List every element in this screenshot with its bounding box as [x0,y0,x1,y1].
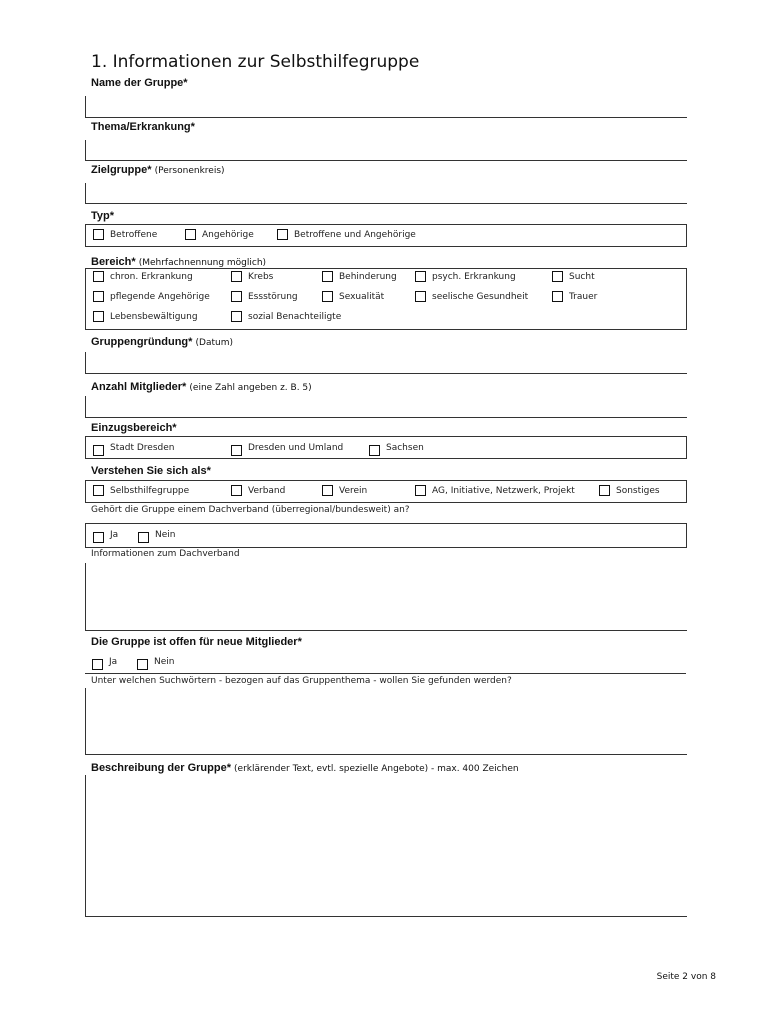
catchment-label: Einzugsbereich* [91,422,177,434]
target-group-label-text: Zielgruppe* [91,164,152,176]
umbrella-option-nein[interactable]: Nein [138,527,175,543]
target-group-label [91,164,225,176]
target-group-hint: (Personenkreis) [154,166,225,176]
self-understanding-option[interactable]: Verein [322,485,367,496]
type-option-both[interactable]: Betroffene und Angehörige [277,229,416,240]
area-hint: (Mehrfachnennung möglich) [138,258,267,268]
checkbox[interactable] [93,229,104,240]
area-option[interactable]: Essstörung [231,291,298,302]
umbrella-question: Gehört die Gruppe einem Dachverband (überregional/bundesweit) an? [91,505,410,515]
checkbox[interactable] [369,445,380,456]
self-understanding-option[interactable]: Verband [231,485,285,496]
group-name-label: Name der Gruppe* [91,77,188,89]
checkbox[interactable] [93,271,104,282]
type-option-betroffene[interactable]: Betroffene [93,229,157,240]
area-option[interactable]: Trauer [552,291,597,302]
umbrella-info-textarea[interactable] [85,563,687,631]
checkbox[interactable] [92,659,103,670]
checkbox[interactable] [185,229,196,240]
members-hint: (eine Zahl angeben z. B. 5) [189,383,312,393]
area-option[interactable]: Sucht [552,271,595,282]
description-hint: (erklärender Text, evtl. spezielle Angebote) - max. 400 Zeichen [234,764,519,774]
area-option[interactable]: Krebs [231,271,273,282]
members-count-field[interactable] [85,396,687,418]
area-option[interactable]: chron. Erkrankung [93,271,193,282]
self-understanding-option[interactable]: Selbsthilfegruppe [93,485,189,496]
checkbox[interactable] [322,485,333,496]
section-title: 1. Informationen zur Selbsthilfegruppe [91,52,420,72]
open-option-nein[interactable]: Nein [137,654,174,670]
checkbox[interactable] [231,445,242,456]
umbrella-info-label: Informationen zum Dachverband [91,549,240,559]
checkbox[interactable] [415,485,426,496]
checkbox[interactable] [93,532,104,543]
umbrella-option-ja[interactable]: Ja [93,527,118,543]
description-label-text: Beschreibung der Gruppe* [91,762,231,774]
checkbox[interactable] [93,291,104,302]
catchment-option[interactable]: Sachsen [369,439,424,456]
area-option[interactable]: psych. Erkrankung [415,271,516,282]
area-option[interactable]: Behinderung [322,271,397,282]
checkbox[interactable] [231,485,242,496]
area-label-text: Bereich* [91,256,136,268]
topic-label: Thema/Erkrankung* [91,121,195,133]
founding-hint: (Datum) [195,338,233,348]
checkbox[interactable] [231,311,242,322]
checkbox[interactable] [93,485,104,496]
type-options-box [85,224,687,247]
checkbox[interactable] [231,271,242,282]
checkbox[interactable] [277,229,288,240]
area-option[interactable]: pflegende Angehörige [93,291,210,302]
checkbox[interactable] [93,445,104,456]
catchment-option[interactable]: Stadt Dresden [93,439,174,456]
keywords-label: Unter welchen Suchwörtern - bezogen auf das Gruppenthema - wollen Sie gefunden werden? [91,676,512,686]
open-option-ja[interactable]: Ja [92,654,117,670]
keywords-textarea[interactable] [85,688,687,755]
open-members-options-row [85,651,686,674]
founding-date-field[interactable] [85,352,687,374]
open-members-label: Die Gruppe ist offen für neue Mitglieder* [91,636,302,648]
catchment-options-box [85,436,687,459]
area-options-box [85,268,687,330]
group-name-field[interactable] [85,96,687,118]
page-number: Seite 2 von 8 [656,972,716,982]
area-option[interactable]: Sexualität [322,291,384,302]
type-label: Typ* [91,210,115,222]
checkbox[interactable] [415,271,426,282]
members-label [91,381,312,393]
checkbox[interactable] [415,291,426,302]
founding-label [91,336,233,348]
type-option-angehoerige[interactable]: Angehörige [185,229,254,240]
area-option[interactable]: Lebensbewältigung [93,311,198,322]
founding-label-text: Gruppengründung* [91,336,193,348]
area-label [91,256,266,268]
checkbox[interactable] [137,659,148,670]
topic-field[interactable] [85,140,687,161]
self-understanding-options-box [85,480,687,503]
description-textarea[interactable] [85,775,687,917]
self-understanding-option[interactable]: Sonstiges [599,485,660,496]
catchment-option[interactable]: Dresden und Umland [231,439,343,456]
area-option[interactable]: sozial Benachteiligte [231,311,341,322]
checkbox[interactable] [138,532,149,543]
checkbox[interactable] [322,291,333,302]
self-understanding-label: Verstehen Sie sich als* [91,465,211,477]
self-understanding-option[interactable]: AG, Initiative, Netzwerk, Projekt [415,485,575,496]
checkbox[interactable] [322,271,333,282]
area-option[interactable]: seelische Gesundheit [415,291,528,302]
members-label-text: Anzahl Mitglieder* [91,381,187,393]
target-group-field[interactable] [85,183,687,204]
umbrella-options-box [85,523,687,548]
checkbox[interactable] [552,291,563,302]
checkbox[interactable] [599,485,610,496]
checkbox[interactable] [552,271,563,282]
checkbox[interactable] [93,311,104,322]
checkbox[interactable] [231,291,242,302]
description-label [91,762,519,774]
